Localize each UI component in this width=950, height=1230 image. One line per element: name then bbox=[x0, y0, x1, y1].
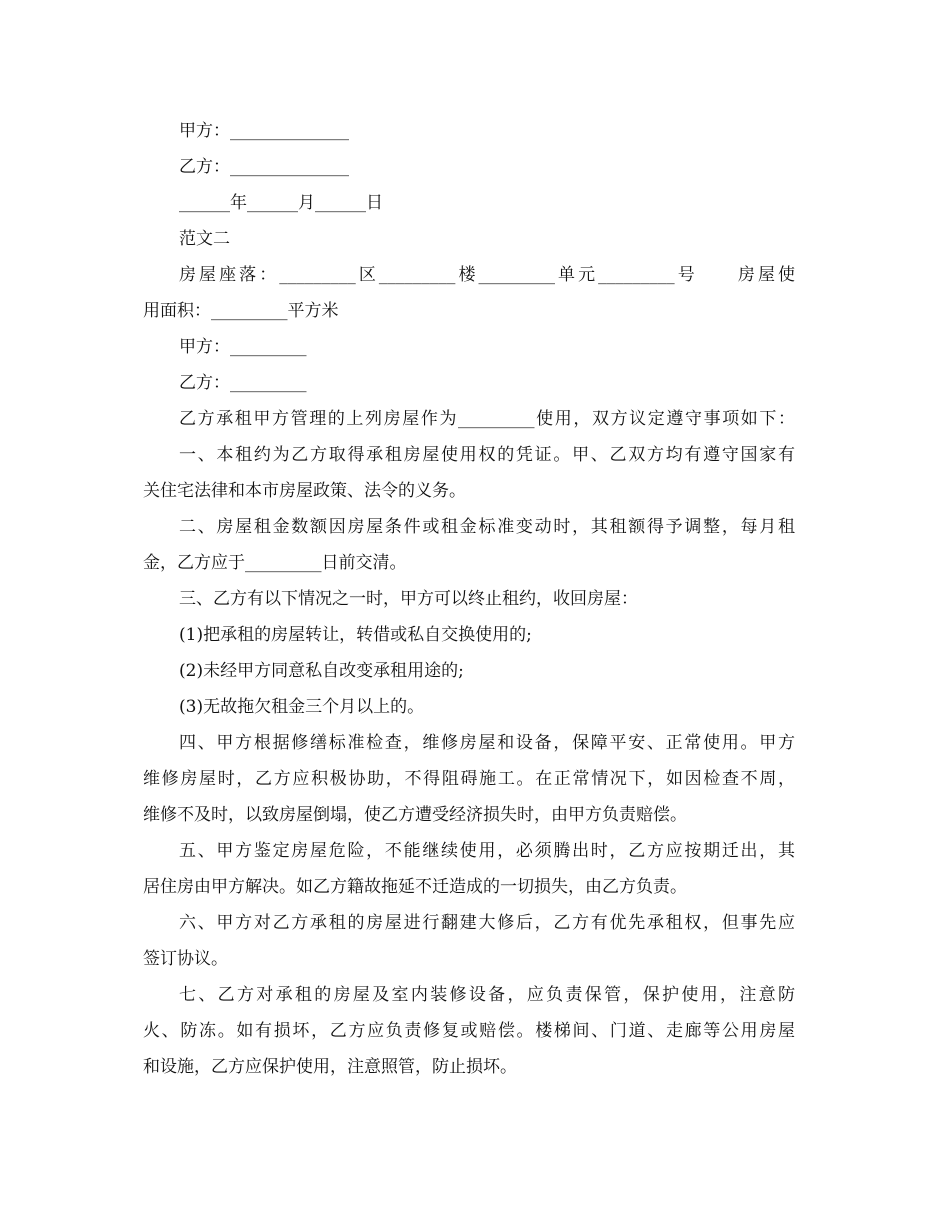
clause-2-line-2: 金，乙方应于_________日前交清。 bbox=[143, 553, 407, 573]
clause-6-line-2: 签订协议。 bbox=[143, 949, 228, 969]
clause-7-line-2: 火、防冻。如有损坏，乙方应负责修复或赔偿。楼梯间、门道、走廊等公用房屋 bbox=[143, 1021, 795, 1041]
clause-7-line-3: 和设施，乙方应保护使用，注意照管，防止损坏。 bbox=[143, 1057, 517, 1077]
clause-5-line-2: 居住房由甲方解决。如乙方籍故拖延不迁造成的一切损失，由乙方负责。 bbox=[143, 877, 687, 897]
party-b-line: 乙方：______________ bbox=[179, 157, 349, 177]
clause-1-line-1: 一、本租约为乙方取得承租房屋使用权的凭证。甲、乙双方均有遵守国家有 bbox=[179, 445, 795, 465]
clause-1-line-2: 关住宅法律和本市房屋政策、法令的义务。 bbox=[143, 481, 466, 501]
clause-6-line-1: 六、甲方对乙方承租的房屋进行翻建大修后，乙方有优先承租权，但事先应 bbox=[179, 913, 795, 933]
clause-3-item-2: (2)未经甲方同意私自改变承租用途的; bbox=[179, 661, 464, 681]
property-location-line: 房屋座落：_________区_________楼_________单元_________号 房屋使 bbox=[179, 265, 795, 285]
section-heading: 范文二 bbox=[179, 229, 230, 249]
clause-5-line-1: 五、甲方鉴定房屋危险，不能继续使用，必须腾出时，乙方应按期迁出，其 bbox=[179, 841, 795, 861]
clause-7-line-1: 七、乙方对承租的房屋及室内装修设备，应负责保管，保护使用，注意防 bbox=[179, 985, 795, 1005]
party-b-line-2: 乙方：_________ bbox=[179, 373, 307, 393]
clause-3-item-3: (3)无故拖欠租金三个月以上的。 bbox=[179, 697, 425, 717]
party-a-line-2: 甲方：_________ bbox=[179, 337, 307, 357]
party-a-line: 甲方：______________ bbox=[179, 121, 349, 141]
clause-4-line-3: 维修不及时，以致房屋倒塌，使乙方遭受经济损失时，由甲方负责赔偿。 bbox=[143, 805, 687, 825]
clause-4-line-1: 四、甲方根据修缮标准检查，维修房屋和设备，保障平安、正常使用。甲方 bbox=[179, 733, 795, 753]
clause-3-line-1: 三、乙方有以下情况之一时，甲方可以终止租约，收回房屋： bbox=[179, 589, 638, 609]
clause-3-item-1: (1)把承租的房屋转让，转借或私自交换使用的; bbox=[179, 625, 532, 645]
intro-paragraph: 乙方承租甲方管理的上列房屋作为_________使用，双方议定遵守事项如下： bbox=[179, 409, 795, 429]
document-body bbox=[143, 113, 795, 1085]
property-area-line: 用面积：_________平方米 bbox=[143, 301, 339, 321]
clause-4-line-2: 维修房屋时，乙方应积极协助，不得阻碍施工。在正常情况下，如因检查不周， bbox=[143, 769, 795, 789]
clause-2-line-1: 二、房屋租金数额因房屋条件或租金标准变动时，其租额得予调整，每月租 bbox=[179, 517, 795, 537]
date-line: ______年______月______日 bbox=[179, 193, 383, 213]
